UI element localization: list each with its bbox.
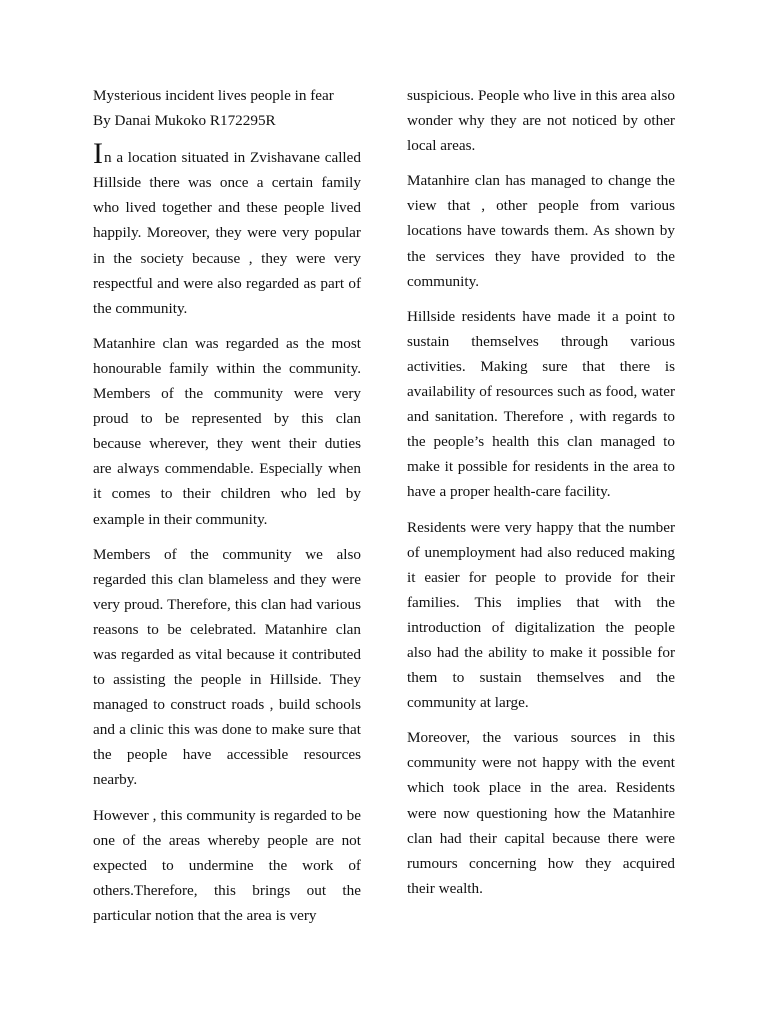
paragraph: Hillside residents have made it a point to sustain themselves through various activities. Making sure that there is availability of resources such as food, water and sanitation. Therefore , with regards to the people’s health this clan managed to make it possible for residents in the area to have a proper health-care facility. xyxy=(407,307,675,501)
article-byline: By Danai Mukoko R172295R xyxy=(93,112,276,130)
drop-cap: I xyxy=(93,137,103,171)
paragraph: However , this community is regarded to be one of the areas whereby people are not expected to undermine the work of others.Therefore, this brings out the particular notion that the area is very xyxy=(93,806,361,924)
paragraph: Members of the community we also regarded this clan blameless and they were very proud. Therefore, this clan had various reasons to be celebrated. Matanhire clan was regarded as vital because it contributed to assisting the people in Hillside. They managed to construct roads , build schools and a clinic this was done to make sure that the people have accessible resources nearby. xyxy=(93,545,361,789)
paragraph: suspicious. People who live in this area also wonder why they are not noticed by other local areas. xyxy=(407,87,675,155)
paragraph: Residents were very happy that the number of unemployment had also reduced making it easier for people to provide for their families. This implies that with the introduction of digitalization the people also had the ability to make it possible for them to sustain themselves and the community at large. xyxy=(407,518,675,712)
right-column xyxy=(407,83,675,911)
paragraph-intro xyxy=(93,137,361,321)
paragraph: Matanhire clan has managed to change the view that , other people from various locations have towards them. As shown by the services they have provided to the community. xyxy=(407,172,675,290)
paragraph: Matanhire clan was regarded as the most honourable family within the community. Members of the community were very proud to be represented by this clan because wherever, they went their duties are always commendable. Especially when it comes to their children who led by example in their community. xyxy=(93,334,361,528)
article-title: Mysterious incident lives people in fear xyxy=(93,87,334,104)
left-column xyxy=(93,83,361,938)
paragraph-intro-text: n a location situated in Zvishavane called Hillside there was once a certain family who lived together and these people lived happily. Moreover, they were very popular in the society because , they were very respectful and were also regarded as part of the community. xyxy=(93,149,361,317)
paragraph: Moreover, the various sources in this community were not happy with the event which took place in the area. Residents were now questioning how the Matanhire clan had their capital because there were rumours concerning how they acquired their wealth. xyxy=(407,729,675,897)
